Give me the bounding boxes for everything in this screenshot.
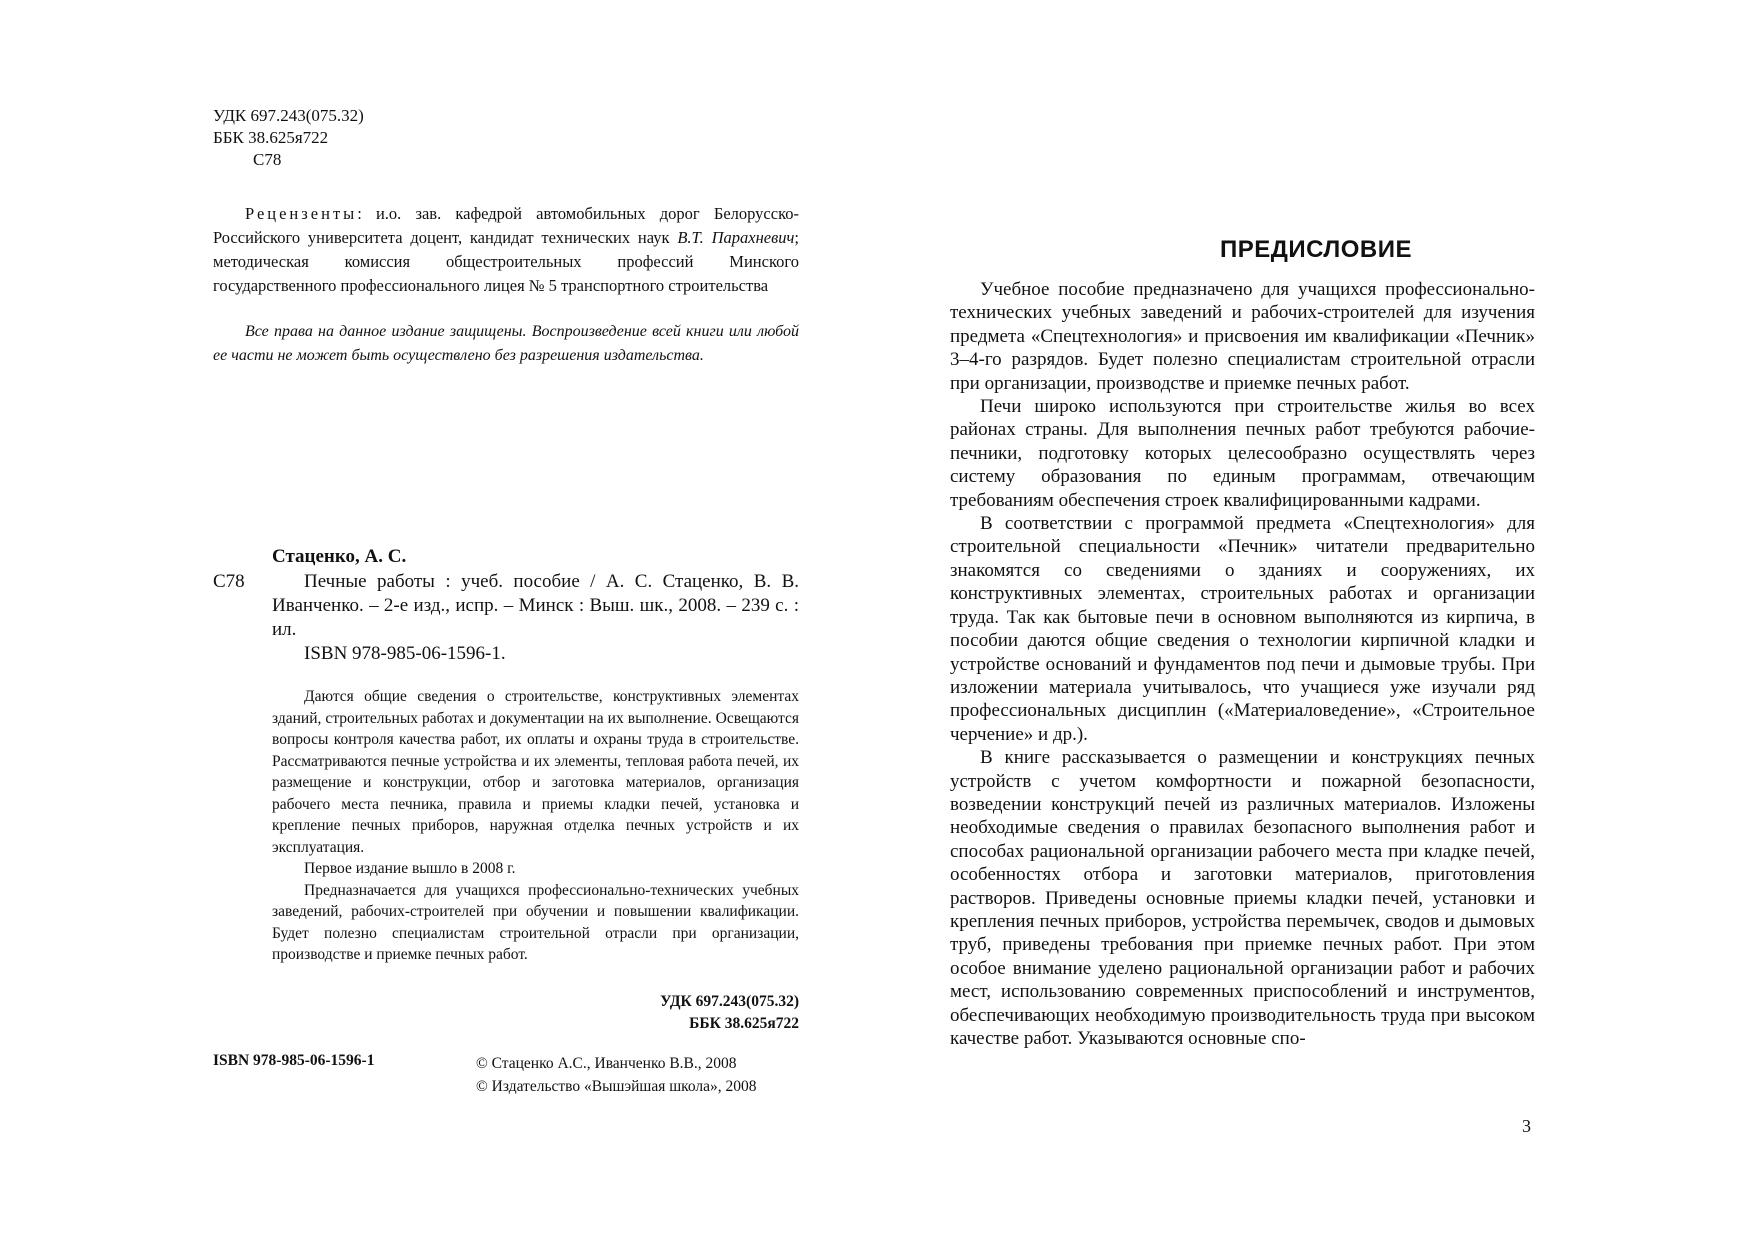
preface-title: ПРЕДИСЛОВИЕ	[1220, 236, 1412, 263]
udk-bbk-bold	[500, 991, 799, 1035]
bbk-code: ББК 38.625я722	[213, 128, 329, 147]
left-page	[0, 0, 877, 1240]
classification-codes	[213, 105, 364, 171]
copyrights	[476, 1052, 757, 1098]
card-isbn: ISBN 978-985-06-1596-1.	[304, 643, 506, 664]
page-number: 3	[1522, 1116, 1531, 1136]
preface-paragraph: Учебное пособие предназначено для учащихся профессионально-технических учебных заведений и рабочих-строителей для изучения предмета «Спецтехнология» и присвоения им квалификации «Печник» 3–4-го разрядов. Будет полезно специалистам строительной отрасли при организации, производстве и приемке печных работ.	[950, 279, 1535, 394]
reviewer-name: В.Т. Парахневич	[677, 228, 795, 247]
bbk-bold: ББК 38.625я722	[689, 1015, 799, 1032]
preface-paragraph: В книге рассказывается о размещении и конструкциях печных устройств с учетом комфортности и пожарной безопасности, возведении конструкций печей из различных материалов. Изложены необходимые сведения о правилах безопасного выполнения работ и способах рациональной организации рабочего места при кладке печей, особенностях отбора и заготовки материалов, приготовления растворов. Приведены основные приемы кладки печей, установки и крепления печных приборов, устройства перемычек, сводов и дымовых труб, приведены требования при приемке печных работ. При этом особое внимание уделено рациональной организации работ и рабочих мест, использованию современных приспособлений и инструментов, обеспечивающих необходимую производительность труда при высоком качестве работ. Указываются основные спо-	[950, 747, 1535, 1049]
isbn-bottom: ISBN 978-985-06-1596-1	[213, 1052, 375, 1069]
rights-notice: Все права на данное издание защищены. Воспроизведение всей книги или любой ее части не может быть осуществлено без разрешения издательства.	[213, 323, 799, 364]
reviewers-lead: Рецензенты	[245, 204, 358, 223]
annotation-paragraph: Первое издание вышло в 2008 г.	[304, 860, 516, 877]
author-mark: С78	[253, 150, 282, 169]
preface-body	[950, 278, 1535, 1050]
copyright-authors: © Стаценко А.С., Иванченко В.В., 2008	[476, 1055, 737, 1072]
preface-paragraph: В соответствии с программой предмета «Спецтехнология» для строительной специальности «Печник» читатели предварительно знакомятся со сведениями о зданиях и сооружениях, их конструктивных элементах, строительных работах и организации труда. Так как бытовые печи в основном выполняются из кирпича, в пособии даются общие сведения о технологии кирпичной кладки и устройстве оснований и фундаментов под печи и дымовые трубы. При изложении материала учитывалось, что учащиеся уже изучали ряд профессиональных дисциплин («Материаловедение», «Строительное черчение» и др.).	[950, 513, 1535, 745]
card-catalog-number: С78	[213, 571, 245, 592]
annotation	[272, 686, 799, 966]
reviewers-text-1: : и.о. зав. кафедрой автомобильных дорог Белорусско-Российского университета доцент, кандидат технических наук	[213, 204, 799, 247]
annotation-paragraph: Предназначается для учащихся профессионально-технических учебных заведений, рабочих-строителей при обучении и повышении квалификации. Будет полезно специалистам строительной отрасли при организации, производстве и приемке печных работ.	[272, 881, 799, 963]
card-description: Печные работы : учеб. пособие / А. С. Стаценко, В. В. Иванченко. – 2-е изд., испр. – Минск : Выш. шк., 2008. – 239 с. : ил.	[272, 571, 799, 640]
annotation-paragraph: Даются общие сведения о строительстве, конструктивных элементах зданий, строительных работах и документации на их выполнение. Освещаются вопросы контроля качества работ, их оплаты и охраны труда в строительстве. Рассматриваются печные устройства и их элементы, тепловая работа печей, их размещение и конструкции, отбор и заготовка материалов, организация рабочего места печника, правила и приемы кладки печей, установка и крепление печных приборов, наружная отделка печных устройств и их эксплуатация.	[272, 688, 799, 856]
card-author: Стаценко, А. С.	[272, 546, 407, 567]
copyright-publisher: © Издательство «Вышэйшая школа», 2008	[476, 1078, 757, 1095]
udk-bold: УДК 697.243(075.32)	[660, 993, 799, 1010]
udk-code: УДК 697.243(075.32)	[213, 106, 364, 125]
preface-paragraph: Печи широко используются при строительстве жилья во всех районах страны. Для выполнения печных работ требуются рабочие-печники, подготовку которых целесообразно осуществлять через систему образования по единым программам, отвечающим требованиям обеспечения строек квалифицированными кадрами.	[950, 396, 1535, 511]
reviewers-text-2: ; методическая комиссия общестроительных профессий Минского государственного профессионального лицея № 5 транспортного строительства	[213, 228, 800, 295]
reviewers-block	[213, 202, 799, 298]
